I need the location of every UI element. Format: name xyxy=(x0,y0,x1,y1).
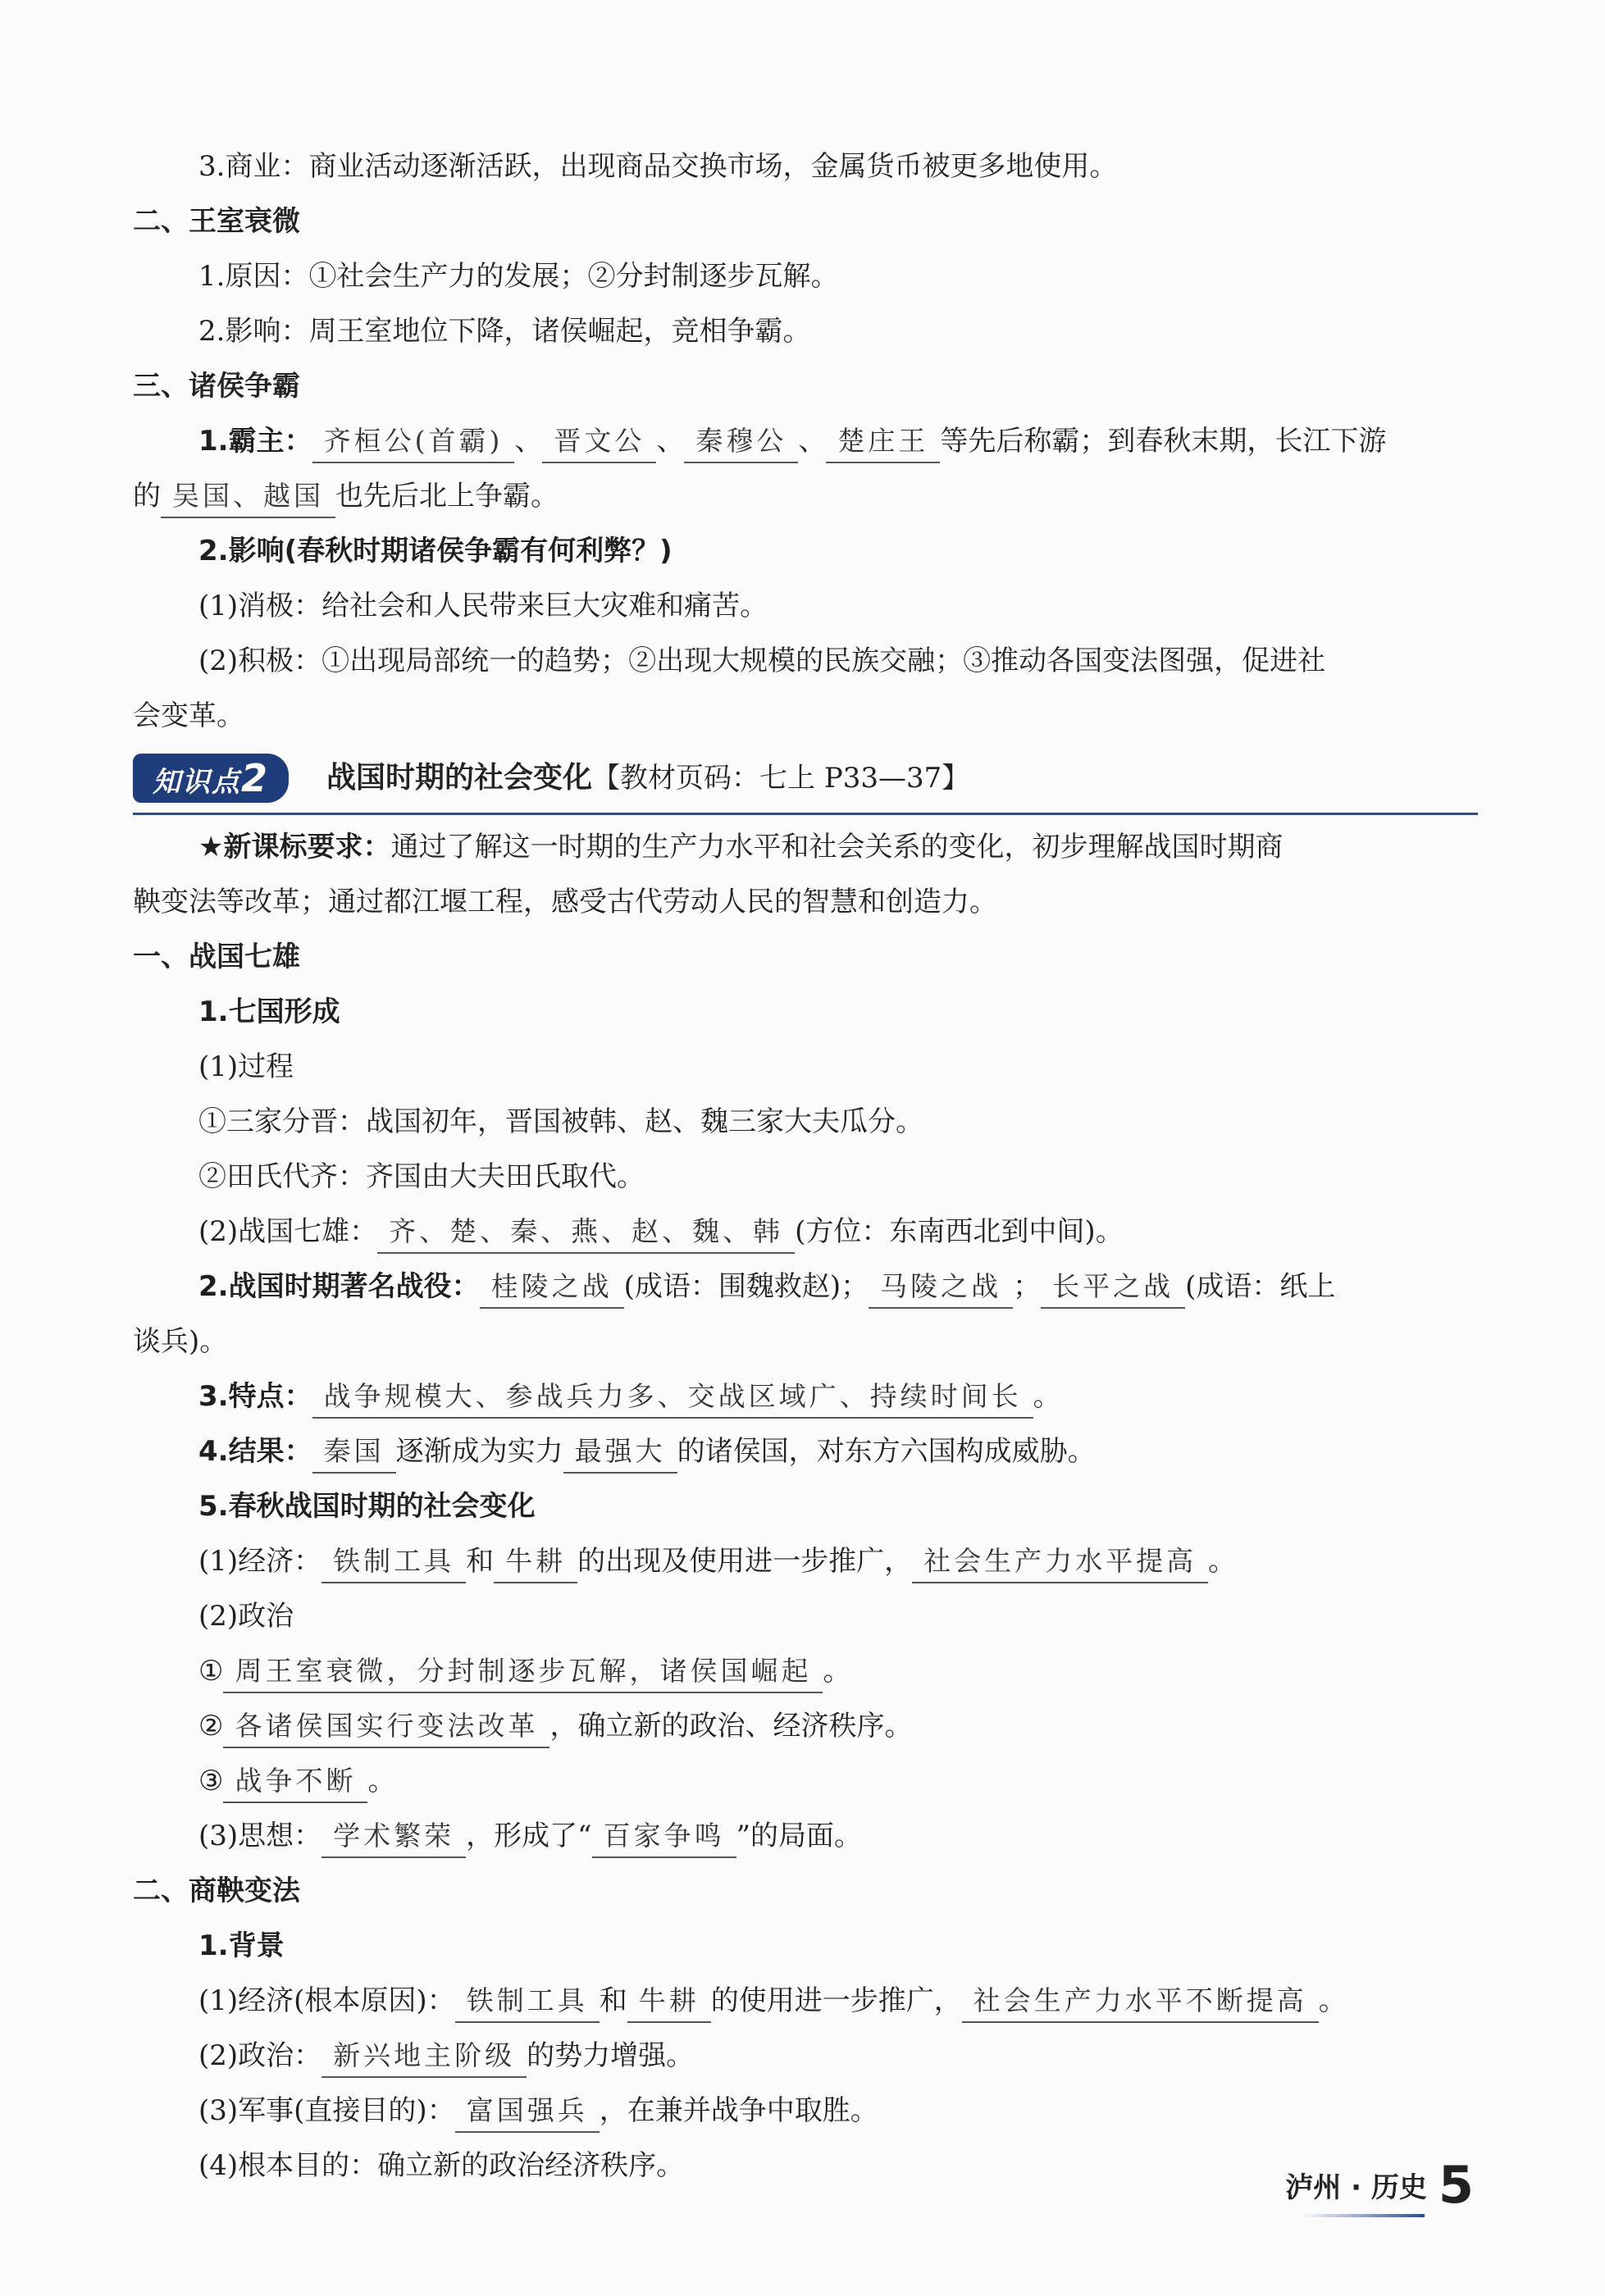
text: ，确立新的政治、经济秩序。 xyxy=(549,1710,913,1742)
section-heading: 二、商鞅变法 xyxy=(133,1875,300,1907)
paragraph-politics-1 xyxy=(133,1644,1478,1699)
paragraph-positive: (2)积极：①出现局部统一的趋势；②出现大规模的民族交融；③推动各国变法图强，促进社 xyxy=(198,645,1326,677)
paragraph-hegemons-cont xyxy=(133,469,1478,524)
answer-fill: 吴国、越国 xyxy=(161,476,335,518)
paragraph-battles xyxy=(133,1260,1478,1314)
item-label: 1.霸主： xyxy=(198,425,312,458)
paragraph-battles-cont: 谈兵)。 xyxy=(133,1325,228,1358)
title-text: 战国时期的社会变化 xyxy=(326,761,593,795)
knowledge-point-title xyxy=(326,754,969,803)
section-heading: 二、王室衰微 xyxy=(133,205,300,238)
section-heading: 三、诸侯争霸 xyxy=(133,370,300,403)
paragraph-negative: (1)消极：给社会和人民带来巨大灾难和痛苦。 xyxy=(198,590,768,622)
text: 等先后称霸；到春秋末期，长江下游 xyxy=(940,425,1387,458)
answer-fill: 牛耕 xyxy=(627,1980,711,2023)
text: (2)战国七雄： xyxy=(198,1215,378,1248)
paragraph: (2)政治 xyxy=(198,1600,294,1633)
badge-label: 知识点 xyxy=(152,766,241,799)
paragraph: ①三家分晋：战国初年，晋国被韩、赵、魏三家大夫瓜分。 xyxy=(198,1105,923,1138)
text: 的诸侯国，对东方六国构成威胁。 xyxy=(677,1435,1096,1468)
text: 。 xyxy=(1033,1380,1061,1413)
answer-fill: 桂陵之战 xyxy=(480,1266,624,1309)
paragraph-seven-states xyxy=(133,1205,1478,1260)
answer-fill: 战争规模大、参战兵力多、交战区域广、持续时间长 xyxy=(312,1376,1033,1419)
item-heading: 5.春秋战国时期的社会变化 xyxy=(198,1490,536,1523)
text: (成语：围魏救赵)； xyxy=(623,1270,869,1303)
paragraph-politics-2 xyxy=(133,1699,1478,1754)
text: ； xyxy=(1013,1270,1042,1303)
answer-fill: 学术繁荣 xyxy=(321,1815,466,1858)
curriculum-requirement-cont: 鞅变法等改革；通过都江堰工程，感受古代劳动人民的智慧和创造力。 xyxy=(133,886,997,918)
text: 3.商业：商业活动逐渐活跃，出现商品交换市场，金属货币被更多地使用。 xyxy=(198,150,1118,183)
text: ③ xyxy=(198,1765,224,1797)
text: 通过了解这一时期的生产力水平和社会关系的变化，初步理解战国时期商 xyxy=(390,831,1284,863)
answer-fill: 长平之战 xyxy=(1041,1266,1185,1309)
knowledge-point-header xyxy=(133,747,1478,815)
paragraph-thought xyxy=(133,1809,1478,1864)
text: (1)经济： xyxy=(198,1545,322,1578)
paragraph-politics-3 xyxy=(133,1754,1478,1809)
section-heading: 一、战国七雄 xyxy=(133,941,300,973)
answer-fill: 秦穆公 xyxy=(684,421,798,463)
paragraph-politics xyxy=(133,2029,1478,2084)
curriculum-requirement xyxy=(133,820,1478,875)
item-label: 2.战国时期著名战役： xyxy=(198,1270,480,1303)
text: ，形成了“ xyxy=(466,1820,592,1852)
answer-fill: 秦国 xyxy=(312,1431,396,1474)
answer-fill: 社会生产力水平提高 xyxy=(912,1541,1208,1583)
text: ，在兼并战争中取胜。 xyxy=(599,2094,878,2127)
text: 。 xyxy=(1208,1545,1237,1578)
text: 的势力增强。 xyxy=(527,2039,695,2072)
document-body xyxy=(133,139,1478,2194)
text: ② xyxy=(198,1710,224,1742)
text: 的使用进一步推广， xyxy=(710,1984,962,2017)
badge-number: 2 xyxy=(240,756,269,800)
paragraph-economy xyxy=(133,1534,1478,1589)
paragraph-hegemons: 1.霸主： 齐桓公(首霸) 、 晋文公 、 秦穆公 、 楚庄王 等先后称霸；到春秋末期，长江下游 xyxy=(133,414,1478,469)
item-heading: 1.背景 xyxy=(198,1929,285,1962)
text: 和 xyxy=(599,1984,627,2017)
answer-fill: 新兴地主阶级 xyxy=(321,2035,527,2078)
text: 。 xyxy=(367,1765,396,1797)
paragraph-effect: 2.影响：周王室地位下降，诸侯崛起，竞相争霸。 xyxy=(198,315,811,348)
answer-fill: 晋文公 xyxy=(542,421,656,463)
answer-fill: 各诸侯国实行变法改革 xyxy=(223,1706,549,1748)
item-label: 4.结果： xyxy=(198,1435,312,1468)
text: 的出现及使用进一步推广， xyxy=(577,1545,913,1578)
knowledge-point-badge xyxy=(133,754,289,803)
item-label: 3.特点： xyxy=(198,1380,312,1413)
answer-fill: 战争不断 xyxy=(223,1761,367,1803)
page-number: 5 xyxy=(1438,2155,1474,2215)
paragraph-economy xyxy=(133,1974,1478,2029)
answer-fill: 齐、楚、秦、燕、赵、魏、韩 xyxy=(377,1211,795,1254)
paragraph-result xyxy=(133,1424,1478,1479)
paragraph-positive-cont: 会变革。 xyxy=(133,699,244,732)
text: (3)军事(直接目的)： xyxy=(198,2094,455,2127)
text: 也先后北上争霸。 xyxy=(335,480,559,512)
page-footer xyxy=(1285,2155,1474,2215)
text: 逐渐成为实力 xyxy=(395,1435,563,1468)
answer-fill: 周王室衰微，分封制逐步瓦解，诸侯国崛起 xyxy=(223,1651,823,1693)
answer-fill: 马陵之战 xyxy=(869,1266,1013,1309)
requirement-label: ★新课标要求： xyxy=(198,831,391,863)
footer-divider xyxy=(1302,2214,1425,2217)
item-heading: 2.影响(春秋时期诸侯争霸有何利弊？) xyxy=(198,535,673,567)
item-heading: 1.七国形成 xyxy=(198,995,340,1028)
paragraph: (1)过程 xyxy=(198,1050,294,1083)
text: (3)思想： xyxy=(198,1820,322,1852)
footer-label: 泸州 · 历史 xyxy=(1285,2171,1427,2204)
paragraph-goal: (4)根本目的：确立新的政治经济秩序。 xyxy=(198,2149,685,2182)
text: (1)经济(根本原因)： xyxy=(198,1984,455,2017)
answer-fill: 齐桓公(首霸) xyxy=(312,421,515,463)
text: 。 xyxy=(823,1655,851,1688)
answer-fill: 富国强兵 xyxy=(455,2090,600,2133)
text: ”的局面。 xyxy=(736,1820,862,1852)
paragraph: ②田氏代齐：齐国由大夫田氏取代。 xyxy=(198,1160,645,1193)
answer-fill: 百家争鸣 xyxy=(592,1815,736,1858)
text: ① xyxy=(198,1655,224,1688)
answer-fill: 社会生产力水平不断提高 xyxy=(962,1980,1319,2023)
textbook-source: 【教材页码：七上 P33—37】 xyxy=(592,762,970,795)
text: (成语：纸上 xyxy=(1185,1270,1336,1303)
paragraph-features xyxy=(133,1369,1478,1424)
answer-fill: 最强大 xyxy=(563,1431,677,1474)
text: 。 xyxy=(1318,1984,1347,2017)
paragraph-military xyxy=(133,2084,1478,2139)
paragraph-commerce xyxy=(133,139,1478,194)
text: (2)政治： xyxy=(198,2039,322,2072)
text: (方位：东南西北到中间)。 xyxy=(795,1215,1124,1248)
answer-fill: 楚庄王 xyxy=(826,421,940,463)
text: 和 xyxy=(466,1545,495,1578)
answer-fill: 铁制工具 xyxy=(321,1541,466,1583)
text: 的 xyxy=(133,480,161,512)
paragraph-reason: 1.原因：①社会生产力的发展；②分封制逐步瓦解。 xyxy=(198,260,839,293)
answer-fill: 铁制工具 xyxy=(455,1980,600,2023)
answer-fill: 牛耕 xyxy=(494,1541,577,1583)
